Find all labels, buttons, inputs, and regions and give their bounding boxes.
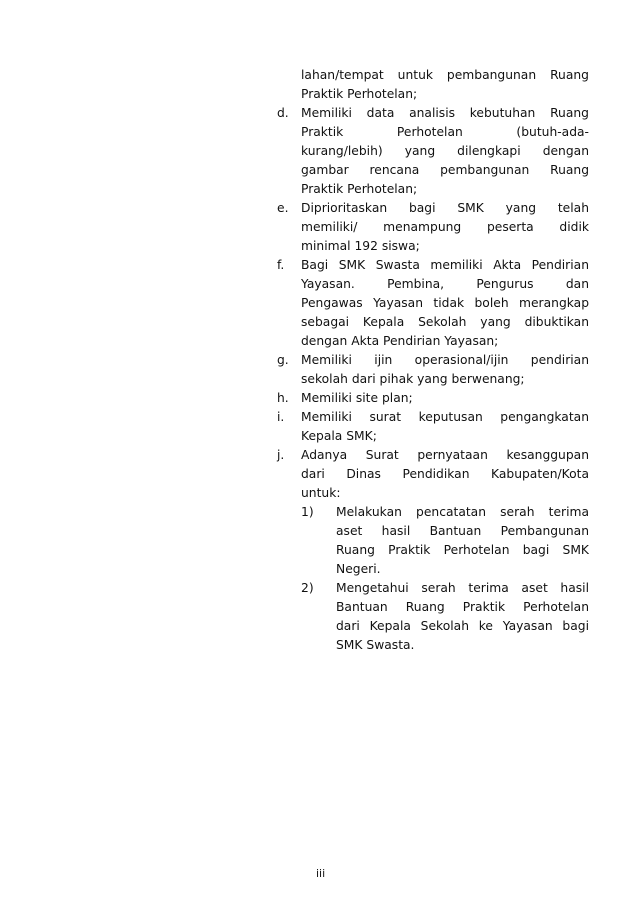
list-marker: i. (277, 410, 285, 424)
page-number: iii (316, 867, 326, 880)
list-marker: e. (277, 201, 289, 215)
line: sekolah dari pihak yang berwenang; (301, 372, 525, 386)
list-marker: g. (277, 353, 289, 367)
line: kurang/lebih) yang dilengkapi dengan (301, 144, 589, 158)
line: gambar rencana pembangunan Ruang (301, 163, 589, 177)
line: Praktik Perhotelan (butuh-ada- (301, 125, 589, 139)
list-marker: d. (277, 106, 289, 120)
line: Bagi SMK Swasta memiliki Akta Pendirian (301, 258, 589, 272)
line: aset hasil Bantuan Pembangunan (336, 524, 589, 538)
line: Yayasan. Pembina, Pengurus dan (301, 277, 589, 291)
line: Memiliki data analisis kebutuhan Ruang (301, 106, 589, 120)
line: Bantuan Ruang Praktik Perhotelan (336, 600, 589, 614)
list-marker: h. (277, 391, 289, 405)
line: memiliki/ menampung peserta didik (301, 220, 589, 234)
line: sebagai Kepala Sekolah yang dibuktikan (301, 315, 589, 329)
list-marker: f. (277, 258, 285, 272)
line: Ruang Praktik Perhotelan bagi SMK (336, 543, 589, 557)
line: untuk: (301, 486, 341, 500)
line: Kepala SMK; (301, 429, 377, 443)
line: Negeri. (336, 562, 381, 576)
line: dari Kepala Sekolah ke Yayasan bagi (336, 619, 589, 633)
line: Memiliki surat keputusan pengangkatan (301, 410, 589, 424)
line: Praktik Perhotelan; (301, 182, 418, 196)
line: Adanya Surat pernyataan kesanggupan (301, 448, 589, 462)
line: dengan Akta Pendirian Yayasan; (301, 334, 499, 348)
line: Pengawas Yayasan tidak boleh merangkap (301, 296, 589, 310)
line: dari Dinas Pendidikan Kabupaten/Kota (301, 467, 589, 481)
line: Memiliki ijin operasional/ijin pendirian (301, 353, 589, 367)
line: Mengetahui serah terima aset hasil (336, 581, 589, 595)
line: Melakukan pencatatan serah terima (336, 505, 589, 519)
line: SMK Swasta. (336, 638, 415, 652)
line: Praktik Perhotelan; (301, 87, 418, 101)
list-marker: j. (277, 448, 285, 462)
line: lahan/tempat untuk pembangunan Ruang (301, 68, 589, 82)
line: Memiliki site plan; (301, 391, 413, 405)
sub-list-marker: 2) (301, 581, 314, 595)
sub-list-marker: 1) (301, 505, 314, 519)
line: minimal 192 siswa; (301, 239, 420, 253)
line: Diprioritaskan bagi SMK yang telah (301, 201, 589, 215)
